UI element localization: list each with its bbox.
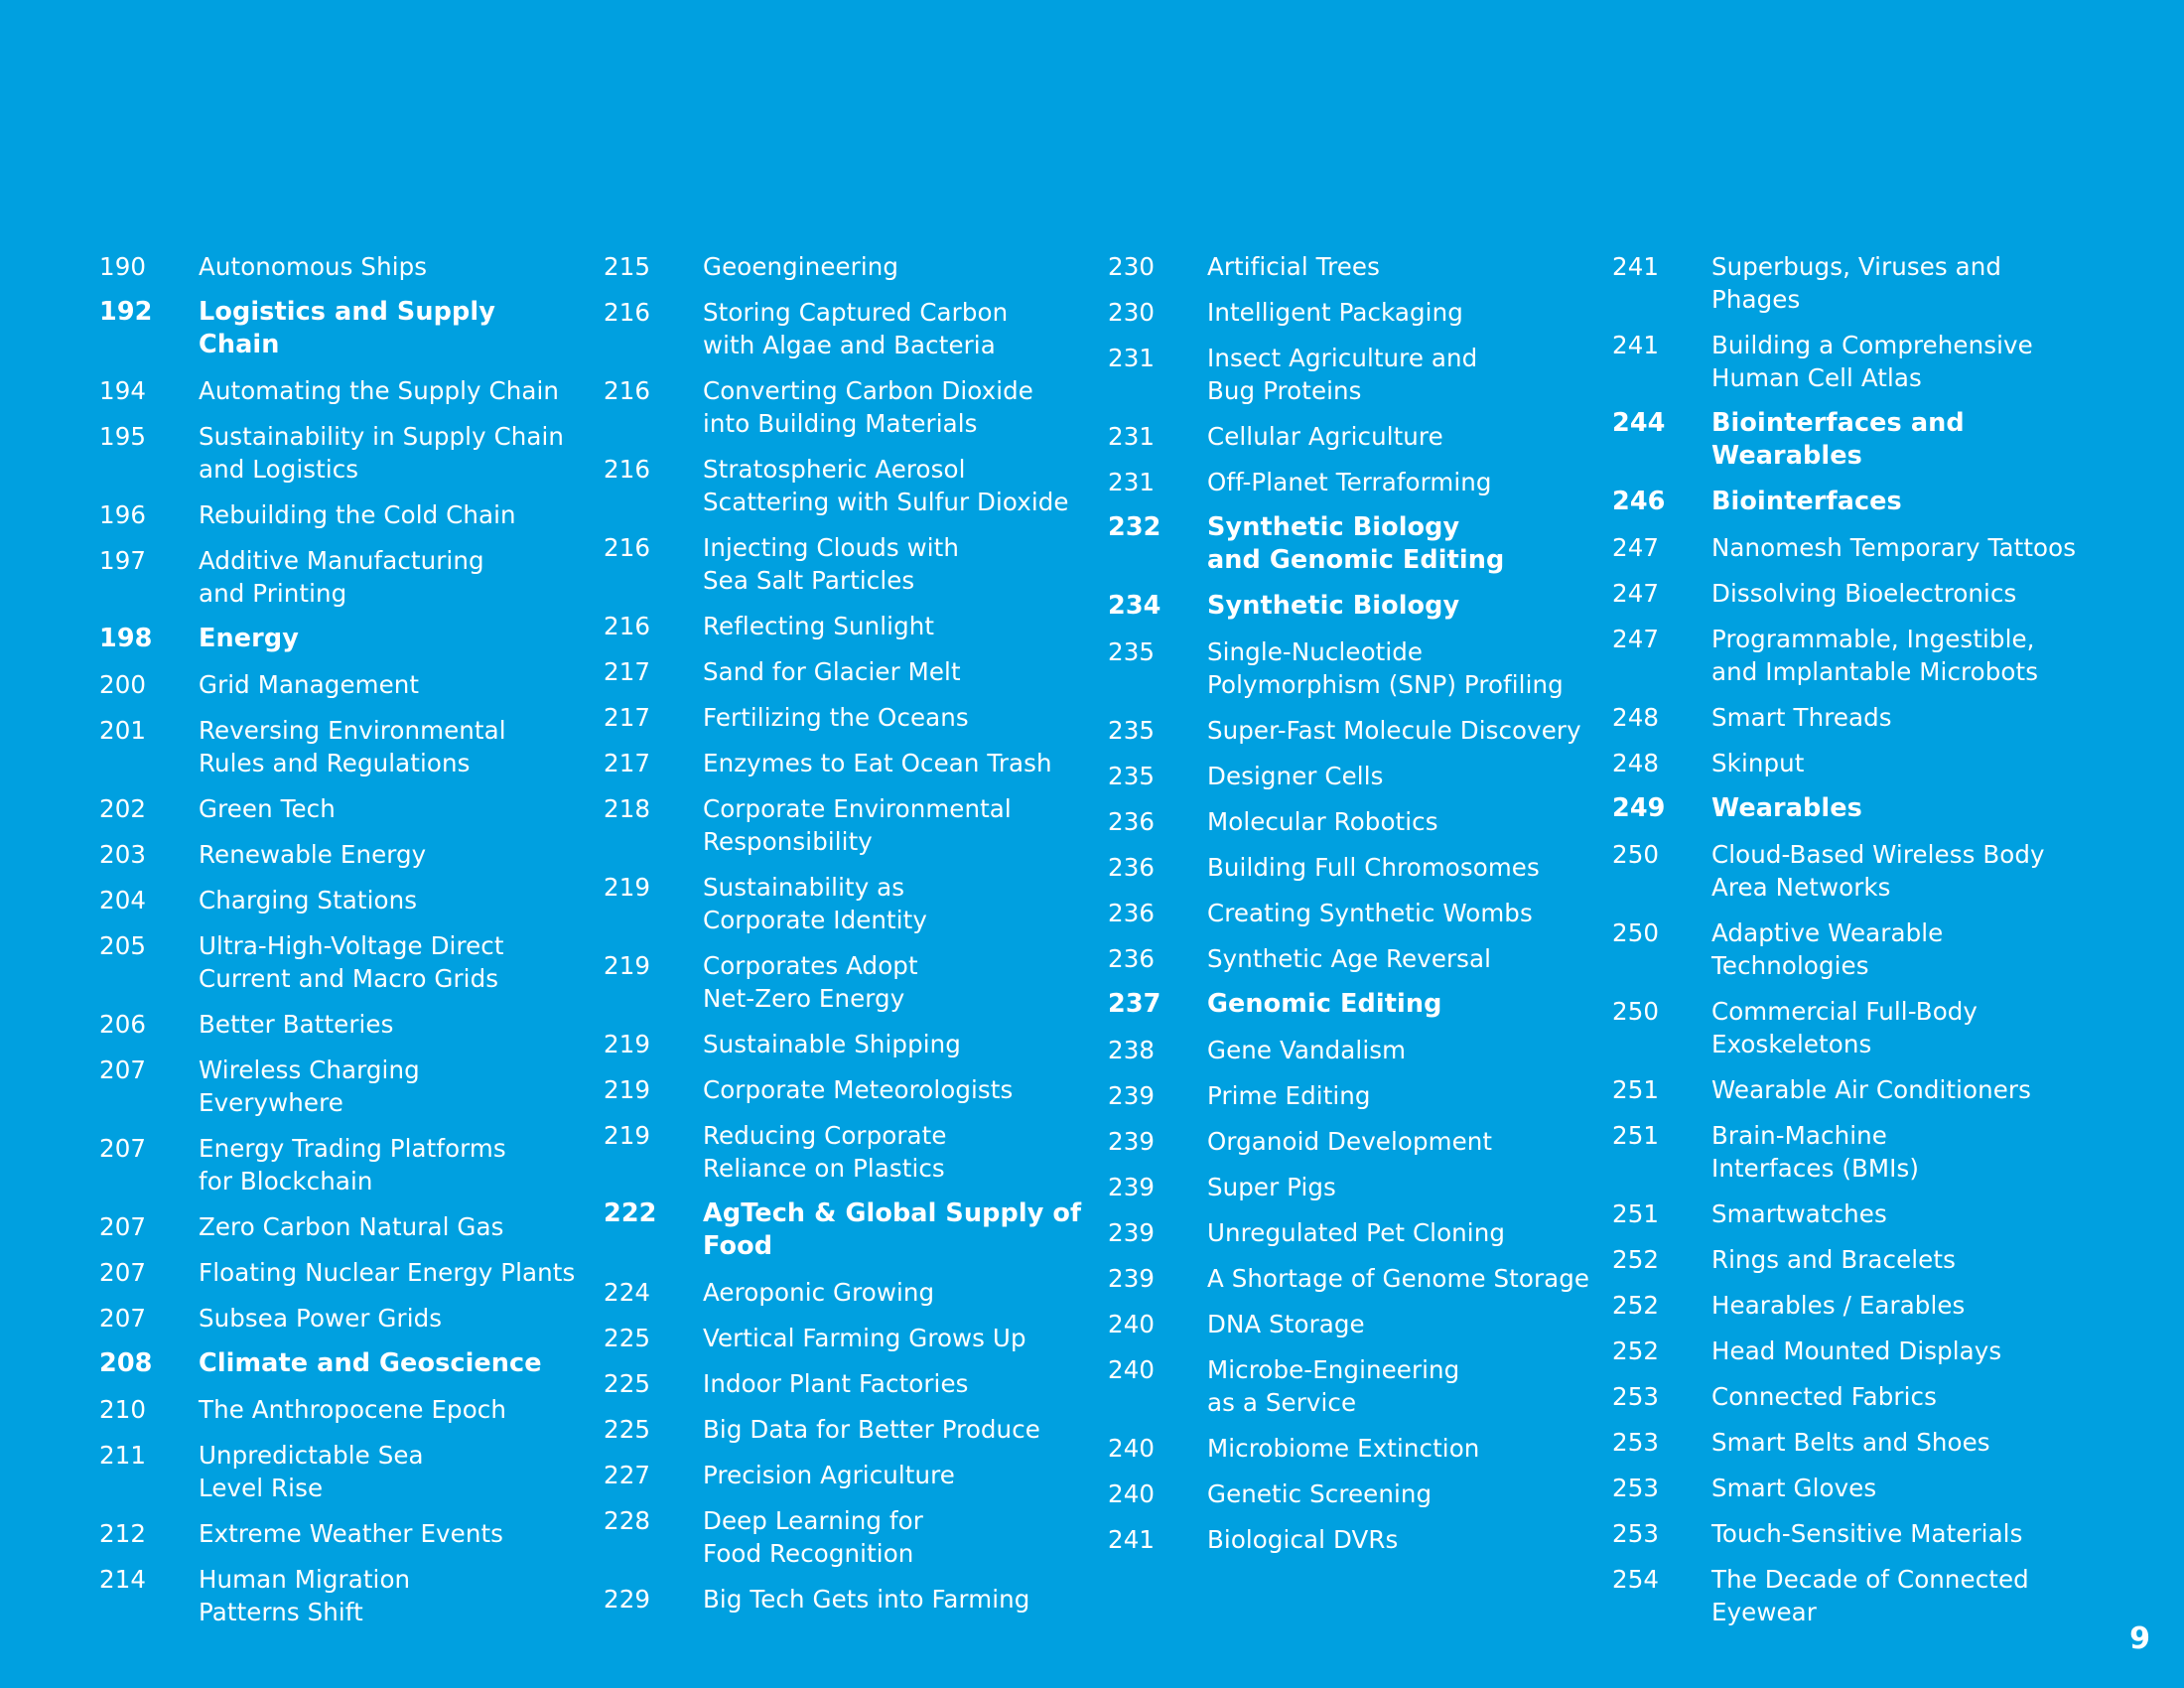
entry-title: Smart Belts and Shoes: [1711, 1428, 1990, 1457]
section-heading-entry[interactable]: [604, 1197, 1090, 1263]
entry-title: Super Pigs: [1207, 1173, 1336, 1201]
contents-column-4: [1612, 250, 2089, 1640]
entry-page-number: 230: [1108, 252, 1156, 281]
entry-title: Rebuilding the Cold Chain: [199, 500, 516, 529]
entry-title: Subsea Power Grids: [199, 1304, 443, 1333]
contents-entry[interactable]: [99, 250, 576, 283]
entry-page-number: 248: [1612, 703, 1660, 732]
entry-page-number: 201: [99, 716, 147, 745]
section-heading-entry[interactable]: [1612, 792, 2089, 825]
contents-entry[interactable]: [1612, 1335, 2089, 1367]
entry-title: Cloud-Based Wireless Body Area Networks: [1711, 840, 2045, 902]
entry-page-number: 227: [604, 1461, 651, 1489]
contents-entry[interactable]: [1108, 1034, 1594, 1066]
entry-page-number: 253: [1612, 1428, 1660, 1457]
entry-page-number: 215: [604, 252, 651, 281]
contents-entry[interactable]: [99, 1054, 576, 1119]
entry-title: A Shortage of Genome Storage: [1207, 1264, 1590, 1293]
entry-title: Wearables: [1711, 793, 1862, 823]
entry-page-number: 225: [604, 1415, 651, 1444]
contents-entry[interactable]: [1108, 1523, 1594, 1556]
contents-entry[interactable]: [1612, 747, 2089, 779]
entry-page-number: 231: [1108, 422, 1156, 451]
entry-title: Green Tech: [199, 794, 336, 823]
entry-title: Injecting Clouds with Sea Salt Particles: [703, 533, 959, 595]
entry-title: DNA Storage: [1207, 1310, 1365, 1338]
entry-page-number: 246: [1612, 487, 1666, 516]
entry-page-number: 250: [1612, 997, 1660, 1026]
contents-entry[interactable]: [1108, 805, 1594, 838]
entry-title: Brain-Machine Interfaces (BMIs): [1711, 1121, 1919, 1183]
entry-page-number: 241: [1612, 331, 1660, 359]
contents-entry[interactable]: [99, 420, 576, 486]
section-heading-entry[interactable]: [99, 1347, 576, 1380]
contents-entry[interactable]: [1612, 1517, 2089, 1550]
contents-entry[interactable]: [604, 296, 1090, 361]
entry-title: Indoor Plant Factories: [703, 1369, 969, 1398]
contents-entry[interactable]: [1108, 1353, 1594, 1419]
entry-page-number: 249: [1612, 793, 1666, 823]
entry-title: Hearables / Earables: [1711, 1291, 1966, 1320]
entry-page-number: 208: [99, 1348, 153, 1378]
contents-entry[interactable]: [1108, 1477, 1594, 1510]
contents-entry[interactable]: [99, 1517, 576, 1550]
entry-title: Synthetic Biology and Genomic Editing: [1207, 512, 1505, 575]
contents-entry[interactable]: [99, 1210, 576, 1243]
contents-entry[interactable]: [1108, 1262, 1594, 1295]
entry-title: Sustainability as Corporate Identity: [703, 873, 927, 934]
entry-page-number: 236: [1108, 853, 1156, 882]
entry-page-number: 218: [604, 794, 651, 823]
entry-page-number: 225: [604, 1369, 651, 1398]
entry-page-number: 217: [604, 749, 651, 777]
entry-page-number: 254: [1612, 1565, 1660, 1594]
entry-title: Aeroponic Growing: [703, 1278, 935, 1307]
entry-title: The Anthropocene Epoch: [199, 1395, 506, 1424]
entry-title: Sustainable Shipping: [703, 1030, 961, 1058]
entry-page-number: 192: [99, 297, 153, 327]
entry-page-number: 241: [1108, 1525, 1156, 1554]
entry-title: Sustainability in Supply Chain and Logistics: [199, 422, 565, 484]
entry-page-number: 198: [99, 624, 153, 653]
contents-entry[interactable]: [99, 1132, 576, 1197]
entry-title: Sand for Glacier Melt: [703, 657, 961, 686]
entry-title: Building a Comprehensive Human Cell Atlas: [1711, 331, 2033, 392]
entry-title: Genomic Editing: [1207, 989, 1442, 1019]
entry-title: Storing Captured Carbon with Algae and Bacteria: [703, 298, 1009, 359]
entry-page-number: 214: [99, 1565, 147, 1594]
contents-entry[interactable]: [604, 1073, 1090, 1106]
entry-title: Corporates Adopt Net-Zero Energy: [703, 951, 918, 1013]
entry-title: Gene Vandalism: [1207, 1036, 1407, 1064]
section-heading-entry[interactable]: [99, 296, 576, 361]
entry-page-number: 216: [604, 376, 651, 405]
contents-entry[interactable]: [1612, 995, 2089, 1060]
entry-page-number: 237: [1108, 989, 1161, 1019]
entry-title: Energy Trading Platforms for Blockchain: [199, 1134, 506, 1196]
contents-entry[interactable]: [1612, 1119, 2089, 1185]
section-heading-entry[interactable]: [99, 623, 576, 655]
contents-entry[interactable]: [604, 250, 1090, 283]
contents-entry[interactable]: [604, 1459, 1090, 1491]
entry-title: Renewable Energy: [199, 840, 427, 869]
contents-entry[interactable]: [1612, 531, 2089, 564]
contents-entry[interactable]: [99, 498, 576, 531]
entry-page-number: 238: [1108, 1036, 1156, 1064]
entry-page-number: 190: [99, 252, 147, 281]
contents-entry[interactable]: [1612, 1472, 2089, 1504]
contents-entry[interactable]: [1612, 1289, 2089, 1322]
entry-page-number: 207: [99, 1258, 147, 1287]
contents-entry[interactable]: [604, 1276, 1090, 1309]
entry-title: Synthetic Age Reversal: [1207, 944, 1492, 973]
entry-title: Corporate Environmental Responsibility: [703, 794, 1012, 856]
entry-title: Designer Cells: [1207, 762, 1384, 790]
entry-title: Enzymes to Eat Ocean Trash: [703, 749, 1052, 777]
entry-title: Head Mounted Displays: [1711, 1336, 2002, 1365]
entry-title: Building Full Chromosomes: [1207, 853, 1540, 882]
entry-title: Reducing Corporate Reliance on Plastics: [703, 1121, 947, 1183]
entry-title: AgTech & Global Supply of Food: [703, 1198, 1082, 1261]
contents-entry[interactable]: [1108, 1308, 1594, 1340]
contents-entry[interactable]: [604, 531, 1090, 597]
entry-page-number: 204: [99, 886, 147, 914]
entry-page-number: 225: [604, 1324, 651, 1352]
entry-title: Biointerfaces: [1711, 487, 1902, 516]
entry-page-number: 248: [1612, 749, 1660, 777]
entry-title: Touch-Sensitive Materials: [1711, 1519, 2023, 1548]
entry-page-number: 240: [1108, 1355, 1156, 1384]
entry-page-number: 241: [1612, 252, 1660, 281]
contents-entry[interactable]: [1612, 701, 2089, 734]
entry-page-number: 239: [1108, 1264, 1156, 1293]
entry-page-number: 232: [1108, 512, 1161, 542]
contents-entry[interactable]: [99, 1439, 576, 1504]
entry-page-number: 239: [1108, 1127, 1156, 1156]
contents-entry[interactable]: [1108, 1432, 1594, 1465]
entry-page-number: 217: [604, 657, 651, 686]
entry-page-number: 228: [604, 1506, 651, 1535]
entry-page-number: 252: [1612, 1336, 1660, 1365]
entry-page-number: 252: [1612, 1245, 1660, 1274]
contents-entry[interactable]: [1612, 250, 2089, 316]
entry-title: Geoengineering: [703, 252, 899, 281]
entry-page-number: 251: [1612, 1121, 1660, 1150]
contents-entry[interactable]: [1612, 577, 2089, 610]
entry-page-number: 239: [1108, 1081, 1156, 1110]
entry-page-number: 207: [99, 1134, 147, 1163]
entry-title: Extreme Weather Events: [199, 1519, 504, 1548]
entry-page-number: 252: [1612, 1291, 1660, 1320]
contents-entry[interactable]: [604, 949, 1090, 1015]
entry-page-number: 216: [604, 533, 651, 562]
entry-page-number: 210: [99, 1395, 147, 1424]
entry-page-number: 222: [604, 1198, 657, 1228]
contents-entry[interactable]: [1612, 1563, 2089, 1628]
contents-entry[interactable]: [1612, 1197, 2089, 1230]
entry-page-number: 203: [99, 840, 147, 869]
contents-column-2: [604, 250, 1090, 1640]
section-heading-entry[interactable]: [1108, 590, 1594, 623]
entry-title: Off-Planet Terraforming: [1207, 468, 1492, 496]
entry-title: Stratospheric Aerosol Scattering with Sulfur Dioxide: [703, 455, 1069, 516]
contents-entry[interactable]: [1108, 1079, 1594, 1112]
entry-page-number: 196: [99, 500, 147, 529]
entry-page-number: 240: [1108, 1310, 1156, 1338]
contents-entry[interactable]: [1108, 714, 1594, 747]
entry-title: Floating Nuclear Energy Plants: [199, 1258, 576, 1287]
entry-title: Programmable, Ingestible, and Implantable Microbots: [1711, 625, 2039, 686]
entry-title: Dissolving Bioelectronics: [1711, 579, 2017, 608]
contents-entry[interactable]: [604, 1028, 1090, 1060]
entry-page-number: 224: [604, 1278, 651, 1307]
entry-title: Synthetic Biology: [1207, 591, 1460, 621]
contents-entry[interactable]: [99, 792, 576, 825]
contents-entry[interactable]: [604, 792, 1090, 858]
contents-entry[interactable]: [604, 374, 1090, 440]
entry-title: Precision Agriculture: [703, 1461, 955, 1489]
contents-entry[interactable]: [99, 1008, 576, 1041]
contents-entry[interactable]: [99, 374, 576, 407]
page-number: 9: [2129, 1621, 2150, 1656]
contents-entry[interactable]: [99, 668, 576, 701]
contents-entry[interactable]: [1108, 466, 1594, 498]
contents-entry[interactable]: [99, 1256, 576, 1289]
entry-title: Reversing Environmental Rules and Regulations: [199, 716, 506, 777]
entry-page-number: 216: [604, 455, 651, 484]
entry-page-number: 219: [604, 1075, 651, 1104]
entry-page-number: 235: [1108, 716, 1156, 745]
entry-page-number: 216: [604, 298, 651, 327]
entry-page-number: 253: [1612, 1474, 1660, 1502]
entry-title: Logistics and Supply Chain: [199, 297, 495, 359]
contents-entry[interactable]: [99, 1302, 576, 1335]
entry-title: Smart Gloves: [1711, 1474, 1877, 1502]
entry-title: Superbugs, Viruses and Phages: [1711, 252, 2002, 314]
contents-entry[interactable]: [1108, 420, 1594, 453]
entry-title: The Decade of Connected Eyewear: [1711, 1565, 2029, 1626]
entry-page-number: 229: [604, 1585, 651, 1614]
contents-entry[interactable]: [1108, 1125, 1594, 1158]
entry-title: Microbe-Engineering as a Service: [1207, 1355, 1460, 1417]
section-heading-entry[interactable]: [1108, 988, 1594, 1021]
entry-page-number: 247: [1612, 625, 1660, 653]
entry-page-number: 207: [99, 1212, 147, 1241]
contents-entry[interactable]: [99, 714, 576, 779]
contents-entry[interactable]: [604, 1583, 1090, 1616]
contents-entry[interactable]: [604, 610, 1090, 642]
contents-entry[interactable]: [1108, 897, 1594, 929]
contents-entry[interactable]: [1612, 1380, 2089, 1413]
section-heading-entry[interactable]: [1612, 407, 2089, 473]
entry-page-number: 195: [99, 422, 147, 451]
entry-page-number: 251: [1612, 1199, 1660, 1228]
entry-title: Prime Editing: [1207, 1081, 1371, 1110]
contents-entry[interactable]: [1612, 916, 2089, 982]
entry-title: Biological DVRs: [1207, 1525, 1399, 1554]
entry-title: Connected Fabrics: [1711, 1382, 1937, 1411]
entry-page-number: 211: [99, 1441, 147, 1470]
entry-page-number: 219: [604, 1121, 651, 1150]
entry-title: Zero Carbon Natural Gas: [199, 1212, 504, 1241]
entry-title: Converting Carbon Dioxide into Building Materials: [703, 376, 1033, 438]
contents-entry[interactable]: [604, 1367, 1090, 1400]
contents-entry[interactable]: [1108, 851, 1594, 884]
entry-title: Energy: [199, 624, 299, 653]
entry-page-number: 235: [1108, 637, 1156, 666]
entry-title: Skinput: [1711, 749, 1805, 777]
contents-entry[interactable]: [604, 453, 1090, 518]
contents-entry[interactable]: [1108, 635, 1594, 701]
contents-entry[interactable]: [604, 655, 1090, 688]
contents-entry[interactable]: [1108, 342, 1594, 407]
entry-title: Big Data for Better Produce: [703, 1415, 1040, 1444]
entry-title: Wireless Charging Everywhere: [199, 1055, 420, 1117]
entry-title: Molecular Robotics: [1207, 807, 1438, 836]
entry-page-number: 240: [1108, 1434, 1156, 1463]
entry-title: Corporate Meteorologists: [703, 1075, 1014, 1104]
entry-title: Wearable Air Conditioners: [1711, 1075, 2031, 1104]
entry-title: Deep Learning for Food Recognition: [703, 1506, 923, 1568]
entry-title: Vertical Farming Grows Up: [703, 1324, 1026, 1352]
entry-title: Creating Synthetic Wombs: [1207, 899, 1533, 927]
contents-entry[interactable]: [1108, 942, 1594, 975]
entry-title: Biointerfaces and Wearables: [1711, 408, 1965, 471]
entry-page-number: 251: [1612, 1075, 1660, 1104]
entry-page-number: 236: [1108, 944, 1156, 973]
contents-entry[interactable]: [1108, 250, 1594, 283]
entry-page-number: 240: [1108, 1479, 1156, 1508]
contents-entry[interactable]: [99, 1393, 576, 1426]
contents-entry[interactable]: [1108, 760, 1594, 792]
entry-page-number: 219: [604, 1030, 651, 1058]
entry-title: Charging Stations: [199, 886, 418, 914]
entry-title: Reflecting Sunlight: [703, 612, 935, 640]
contents-entry[interactable]: [604, 1504, 1090, 1570]
contents-entry[interactable]: [1108, 296, 1594, 329]
section-heading-entry[interactable]: [1612, 486, 2089, 518]
entry-page-number: 250: [1612, 918, 1660, 947]
contents-entry[interactable]: [1612, 1243, 2089, 1276]
contents-entry[interactable]: [99, 1563, 576, 1628]
entry-page-number: 247: [1612, 533, 1660, 562]
entry-page-number: 206: [99, 1010, 147, 1039]
entry-title: Single-Nucleotide Polymorphism (SNP) Profiling: [1207, 637, 1564, 699]
entry-title: Super-Fast Molecule Discovery: [1207, 716, 1581, 745]
contents-entry[interactable]: [1612, 1426, 2089, 1459]
entry-title: Climate and Geoscience: [199, 1348, 542, 1378]
contents-entry[interactable]: [1612, 623, 2089, 688]
entry-page-number: 202: [99, 794, 147, 823]
entry-title: Insect Agriculture and Bug Proteins: [1207, 344, 1478, 405]
contents-entry[interactable]: [604, 701, 1090, 734]
entry-title: Grid Management: [199, 670, 420, 699]
entry-page-number: 235: [1108, 762, 1156, 790]
entry-title: Unpredictable Sea Level Rise: [199, 1441, 424, 1502]
entry-title: Nanomesh Temporary Tattoos: [1711, 533, 2077, 562]
entry-page-number: 239: [1108, 1173, 1156, 1201]
entry-page-number: 212: [99, 1519, 147, 1548]
entry-page-number: 236: [1108, 807, 1156, 836]
entry-title: Microbiome Extinction: [1207, 1434, 1480, 1463]
contents-entry[interactable]: [604, 747, 1090, 779]
entry-page-number: 231: [1108, 344, 1156, 372]
entry-title: Automating the Supply Chain: [199, 376, 559, 405]
contents-column-1: [99, 250, 576, 1640]
contents-entry[interactable]: [604, 871, 1090, 936]
entry-title: Smartwatches: [1711, 1199, 1887, 1228]
contents-entry[interactable]: [99, 838, 576, 871]
contents-entry[interactable]: [604, 1119, 1090, 1185]
contents-entry[interactable]: [99, 929, 576, 995]
section-heading-entry[interactable]: [1108, 511, 1594, 577]
entry-page-number: 216: [604, 612, 651, 640]
contents-entry[interactable]: [1108, 1216, 1594, 1249]
contents-entry[interactable]: [604, 1413, 1090, 1446]
entry-title: Genetic Screening: [1207, 1479, 1433, 1508]
entry-page-number: 253: [1612, 1382, 1660, 1411]
entry-title: Smart Threads: [1711, 703, 1892, 732]
entry-page-number: 234: [1108, 591, 1161, 621]
entry-title: Big Tech Gets into Farming: [703, 1585, 1030, 1614]
contents-entry[interactable]: [99, 544, 576, 610]
entry-page-number: 231: [1108, 468, 1156, 496]
entry-title: Artificial Trees: [1207, 252, 1380, 281]
entry-title: Autonomous Ships: [199, 252, 428, 281]
entry-page-number: 236: [1108, 899, 1156, 927]
entry-page-number: 217: [604, 703, 651, 732]
entry-title: Organoid Development: [1207, 1127, 1493, 1156]
contents-column-3: [1108, 250, 1594, 1640]
entry-page-number: 244: [1612, 408, 1666, 438]
entry-page-number: 207: [99, 1304, 147, 1333]
contents-entry[interactable]: [99, 884, 576, 916]
entry-page-number: 207: [99, 1055, 147, 1084]
entry-title: Rings and Bracelets: [1711, 1245, 1956, 1274]
entry-page-number: 205: [99, 931, 147, 960]
entry-page-number: 219: [604, 951, 651, 980]
entry-page-number: 219: [604, 873, 651, 902]
entry-title: Fertilizing the Oceans: [703, 703, 969, 732]
entry-title: Additive Manufacturing and Printing: [199, 546, 484, 608]
entry-title: Human Migration Patterns Shift: [199, 1565, 411, 1626]
entry-title: Commercial Full-Body Exoskeletons: [1711, 997, 1979, 1058]
entry-title: Unregulated Pet Cloning: [1207, 1218, 1505, 1247]
entry-page-number: 197: [99, 546, 147, 575]
contents-entry[interactable]: [1612, 1073, 2089, 1106]
entry-page-number: 253: [1612, 1519, 1660, 1548]
entry-page-number: 194: [99, 376, 147, 405]
entry-title: Cellular Agriculture: [1207, 422, 1443, 451]
entry-page-number: 200: [99, 670, 147, 699]
contents-entry[interactable]: [1612, 329, 2089, 394]
contents-entry[interactable]: [604, 1322, 1090, 1354]
entry-title: Intelligent Packaging: [1207, 298, 1463, 327]
entry-page-number: 250: [1612, 840, 1660, 869]
entry-title: Ultra-High-Voltage Direct Current and Macro Grids: [199, 931, 504, 993]
entry-title: Better Batteries: [199, 1010, 394, 1039]
entry-page-number: 230: [1108, 298, 1156, 327]
entry-page-number: 247: [1612, 579, 1660, 608]
contents-entry[interactable]: [1108, 1171, 1594, 1203]
entry-page-number: 239: [1108, 1218, 1156, 1247]
entry-title: Adaptive Wearable Technologies: [1711, 918, 1944, 980]
contents-entry[interactable]: [1612, 838, 2089, 904]
